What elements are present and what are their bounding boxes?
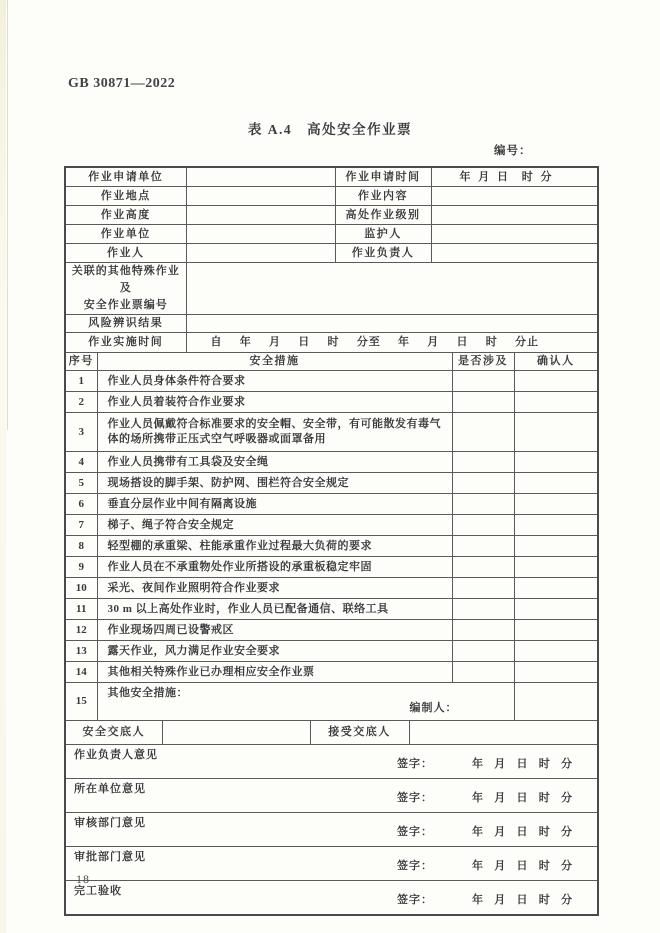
opinion-label: 所在单位意见 [74,783,146,795]
date-placeholder-token: 时 [521,170,533,183]
page-number: 18 [76,872,90,886]
measure-confirmer-blank [514,515,597,536]
signature-date-placeholder-token: 日 [516,894,528,906]
info-label-right: 作业申请时间 [335,168,431,187]
measure-confirmer-blank [514,578,597,599]
signature-date-placeholder-token: 日 [516,758,528,770]
safety-measures-table [66,353,597,721]
info-table [66,168,597,263]
info-value-left-blank [186,187,335,206]
work-time-placeholder [187,335,598,350]
related-permits-value-blank [186,263,597,315]
measure-confirmer-blank [514,392,597,413]
work-time-row [66,333,597,353]
info-label-right: 作业内容 [335,187,431,206]
measure-row [66,578,597,599]
standard-code: GB 30871—2022 [68,76,176,91]
measure-involved-blank [452,662,514,683]
measure-row [66,536,597,557]
measure-text: 作业人员身体条件符合要求 [97,371,452,392]
opinion-cell [66,813,597,847]
risk-value-blank [186,315,597,333]
measure-no: 1 [66,371,97,392]
opinion-label: 完工验收 [74,885,122,897]
measure-involved-blank [452,557,514,578]
work-time-placeholder-token: 年 [239,336,252,348]
measure-text: 30 m 以上高处作业时，作业人员已配备通信、联络工具 [97,599,452,620]
info-value-right [431,206,597,225]
measure-text: 露天作业，风力满足作业安全要求 [97,641,452,662]
opinion-row [66,779,597,813]
measure-no: 2 [66,392,97,413]
risk-row [66,315,597,333]
measure-text: 作业人员着装符合作业要求 [97,392,452,413]
signature-date-placeholder-token: 分 [561,860,572,872]
measure-text: 作业人员在不承重物处作业所搭设的承重板稳定牢固 [97,557,452,578]
measure-no: 5 [66,473,97,494]
work-time-placeholder-token: 分至 [356,336,381,348]
measure-row [66,599,597,620]
opinion-label: 审核部门意见 [74,817,146,829]
info-label-left: 作业申请单位 [66,168,186,187]
measure-row [66,473,597,494]
measure-text: 轻型棚的承重梁、柱能承重作业过程最大负荷的要求 [97,536,452,557]
measure-row [66,620,597,641]
work-time-placeholder-token: 月 [427,336,440,348]
measure-text: 梯子、绳子符合安全规定 [97,515,452,536]
measure-no: 7 [66,515,97,536]
info-value-right [431,244,597,263]
measure-row [66,392,597,413]
measure-no: 4 [66,452,97,473]
measure-row [66,515,597,536]
measure-involved-blank [452,494,514,515]
signature-table [66,745,597,914]
opinion-cell [66,745,597,779]
measure-row [66,641,597,662]
opinion-label: 作业负责人意见 [74,749,158,761]
signature-date-placeholder-token: 月 [494,792,506,804]
work-time-label: 作业实施时间 [66,333,186,353]
info-label-right: 监护人 [335,225,431,244]
measure-confirmer-blank [514,683,597,721]
signature-date-placeholder-token: 年 [472,826,483,838]
other-measures-label: 其他安全措施： [107,687,188,699]
measure-confirmer-blank [514,473,597,494]
work-time-placeholder-token: 时 [327,336,340,348]
measure-row [66,494,597,515]
signature-date-placeholder-token: 分 [561,792,572,804]
related-risk-time-table [66,263,597,353]
measure-no: 14 [66,662,97,683]
opinion-cell [66,779,597,813]
info-label-right: 高处作业级别 [335,206,431,225]
opinion-row [66,847,597,881]
measure-row [66,557,597,578]
related-label-line: 关联的其他特殊作业及 [71,265,180,294]
measure-confirmer-blank [514,494,597,515]
info-row [66,225,597,244]
related-permits-row [66,263,597,315]
briefing-row [66,721,597,745]
measure-text: 垂直分层作业中间有隔离设施 [97,494,452,515]
measure-text: 作业人员携带有工具袋及安全绳 [97,452,452,473]
measure-confirmer-blank [514,662,597,683]
info-table-body [66,168,597,263]
signature-date-placeholder-token: 月 [494,758,506,770]
measure-no: 13 [66,641,97,662]
info-value-left-blank [186,168,335,187]
measure-involved-blank [452,578,514,599]
work-time-placeholder-token: 自 [210,336,223,348]
signature-date-placeholder [472,859,572,874]
signature-date-placeholder-token: 年 [472,860,483,872]
signature-table-body [66,745,597,914]
briefing-table [66,721,597,745]
measure-text: 作业人员佩戴符合标准要求的安全帽、安全带，有可能散发有毒气体的场所携带正压式空气呼吸器或面罩备用 [97,413,452,452]
signature-date-placeholder-token: 日 [516,792,528,804]
signature-date-placeholder-token: 分 [561,826,572,838]
briefing-giver-label: 安全交底人 [66,721,162,745]
measure-confirmer-blank [514,641,597,662]
info-label-left: 作业人 [66,244,186,263]
compiler-label: 编制人： [409,702,458,714]
info-value-left-blank [186,225,335,244]
signature-date-placeholder-token: 月 [494,894,506,906]
info-label-left: 作业地点 [66,187,186,206]
signature-label: 签字： [397,826,433,838]
measure-involved-blank [452,452,514,473]
signature-date-placeholder-token: 月 [494,826,506,838]
measure-confirmer-blank [514,620,597,641]
measure-involved-blank [452,392,514,413]
date-placeholder [460,170,552,185]
signature-date-placeholder-token: 年 [472,758,483,770]
signature-date-placeholder-token: 日 [516,860,528,872]
opinion-row [66,745,597,779]
measure-row [66,662,597,683]
signature-date-placeholder-token: 分 [561,894,572,906]
date-placeholder-token: 日 [497,170,508,183]
measure-confirmer-blank [514,413,597,452]
measure-text: 其他相关特殊作业已办理相应安全作业票 [97,662,452,683]
signature-date-placeholder [472,791,572,806]
measure-text: 现场搭设的脚手架、防护网、围栏符合安全规定 [97,473,452,494]
info-label-right: 作业负责人 [335,244,431,263]
signature-date-placeholder-token: 时 [538,792,550,804]
header-no: 序号 [66,353,97,371]
opinion-cell [66,847,597,881]
measure-involved-blank [452,473,514,494]
measures-table-body [66,353,597,721]
date-placeholder-token: 分 [540,170,552,183]
signature-label: 签字： [397,860,433,872]
signature-label: 签字： [397,792,433,804]
measure-row [66,371,597,392]
measure-no: 10 [66,578,97,599]
measure-involved-blank [452,620,514,641]
briefing-giver-blank [162,721,310,745]
work-time-placeholder-token: 时 [485,336,498,348]
measure-no: 15 [66,683,97,721]
related-label-line: 安全作业票编号 [83,299,168,311]
date-placeholder-token: 年 [459,170,471,183]
work-permit-form [64,166,599,916]
measure-no: 3 [66,413,97,452]
header-confirmer: 确认人 [514,353,597,371]
opinion-label: 审批部门意见 [74,851,146,863]
info-row [66,187,597,206]
measure-row [66,452,597,473]
measure-text: 采光、夜间作业照明符合作业要求 [97,578,452,599]
signature-date-placeholder-token: 年 [472,894,483,906]
opinion-cell [66,881,597,915]
mid-table-body [66,263,597,353]
info-value-left-blank [186,206,335,225]
measure-involved-blank [452,536,514,557]
briefing-receiver-label: 接受交底人 [310,721,409,745]
measure-confirmer-blank [514,599,597,620]
info-label-left: 作业高度 [66,206,186,225]
header-measure: 安全措施 [97,353,452,371]
measure-involved-blank [452,515,514,536]
signature-date-placeholder [472,893,572,908]
measure-no: 9 [66,557,97,578]
signature-date-placeholder-token: 时 [538,860,550,872]
signature-date-placeholder-token: 时 [538,758,550,770]
measure-no: 12 [66,620,97,641]
briefing-table-body [66,721,597,745]
measure-text: 作业现场四周已设警戒区 [97,620,452,641]
measure-confirmer-blank [514,371,597,392]
signature-date-placeholder-token: 分 [561,758,572,770]
info-label-left: 作业单位 [66,225,186,244]
measure-confirmer-blank [514,452,597,473]
briefing-receiver-blank [409,721,597,745]
signature-date-placeholder [472,825,572,840]
measure-row [66,413,597,452]
measures-header-row [66,353,597,371]
info-row [66,244,597,263]
info-value-right [431,187,597,206]
signature-date-placeholder-token: 年 [472,792,483,804]
measure-no: 8 [66,536,97,557]
work-time-placeholder-token: 年 [398,336,410,348]
signature-date-placeholder [472,757,572,772]
work-time-value [186,333,597,353]
measure-involved-blank [452,413,514,452]
measure-no: 11 [66,599,97,620]
measure-involved-blank [452,641,514,662]
date-placeholder-token: 月 [478,170,490,183]
measure-text-other [97,683,514,721]
work-time-placeholder-token: 分止 [515,336,539,348]
work-time-placeholder-token: 月 [269,336,281,348]
measure-confirmer-blank [514,536,597,557]
work-time-placeholder-token: 日 [456,336,469,348]
signature-date-placeholder-token: 月 [494,860,506,872]
scan-edge-line [7,0,8,430]
signature-date-placeholder-token: 日 [516,826,528,838]
info-row [66,168,597,187]
info-value-right [431,225,597,244]
opinion-row [66,813,597,847]
signature-date-placeholder-token: 时 [538,826,550,838]
serial-number-label: 编号： [494,145,532,157]
table-title: 表 A.4 高处安全作业票 [247,122,413,137]
info-row [66,206,597,225]
measure-involved-blank [452,599,514,620]
opinion-row [66,881,597,915]
risk-label: 风险辨识结果 [66,315,186,333]
measure-row [66,683,597,721]
info-value-right [431,168,597,187]
work-time-placeholder-token: 日 [298,336,311,348]
measure-involved-blank [452,371,514,392]
signature-label: 签字： [397,894,433,906]
related-permits-label [66,263,186,315]
signature-date-placeholder-token: 时 [538,894,550,906]
header-involved: 是否涉及 [452,353,514,371]
info-value-left-blank [186,244,335,263]
measure-no: 6 [66,494,97,515]
measure-confirmer-blank [514,557,597,578]
signature-label: 签字： [397,758,433,770]
